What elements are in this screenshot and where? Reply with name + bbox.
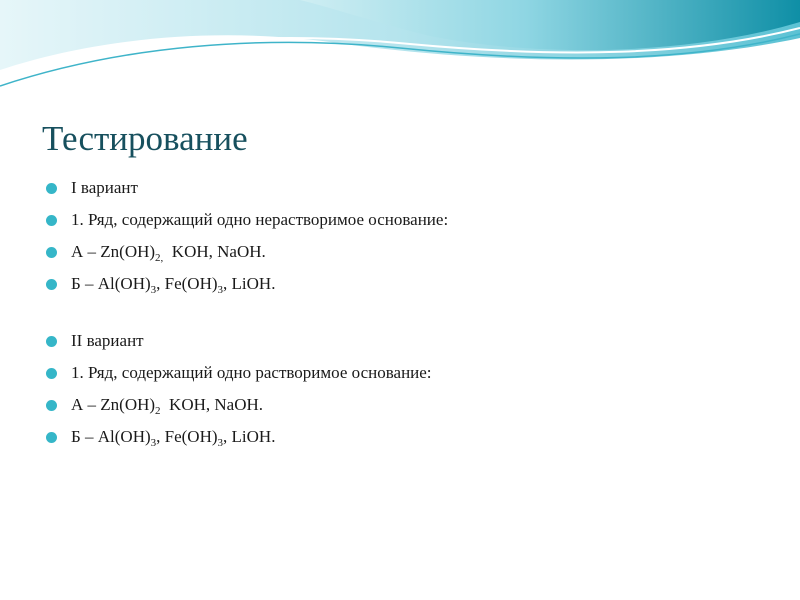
- bullet-dot-icon: [46, 215, 57, 226]
- variant1-option-b-text: Б – $Al(OH)_3$, $Fe(OH)_3$, LiOH.: [71, 274, 276, 296]
- bullet-dot-icon: [46, 279, 57, 290]
- bullet-dot-icon: [46, 400, 57, 411]
- bullet-list: [46, 0, 766, 600]
- bullet-dot-icon: [46, 368, 57, 379]
- bullet-dot-icon: [46, 432, 57, 443]
- variant2-option-a: [46, 392, 263, 418]
- variant1-question: [46, 207, 448, 233]
- variant2-question: [46, 360, 432, 386]
- variant1-question-text: 1. Ряд, содержащий одно нерастворимое основание:: [71, 210, 449, 229]
- variant1-option-a: [46, 239, 266, 265]
- variant1-option-b: [46, 271, 275, 297]
- variant2-heading: [46, 328, 144, 354]
- bullet-dot-icon: [46, 336, 57, 347]
- variant2-question-text: 1. Ряд, содержащий одно растворимое основание:: [71, 363, 432, 382]
- slide-title: Тестирование: [42, 119, 248, 158]
- variant2-heading-text: II вариант: [71, 331, 144, 350]
- variant1-heading: [46, 175, 138, 201]
- variant2-option-a-text: А – $Zn(OH)_2$ KOH, NaOH.: [71, 395, 264, 417]
- bullet-dot-icon: [46, 247, 57, 258]
- variant1-option-a-text: А – $Zn(OH)_{2,}$ KOH, NaOH.: [71, 242, 266, 264]
- variant1-heading-text: I вариант: [71, 178, 138, 197]
- variant2-option-b: [46, 424, 275, 450]
- variant2-option-b-text: Б – $Al(OH)_3$, $Fe(OH)_3$, LiOH.: [71, 427, 276, 449]
- bullet-dot-icon: [46, 183, 57, 194]
